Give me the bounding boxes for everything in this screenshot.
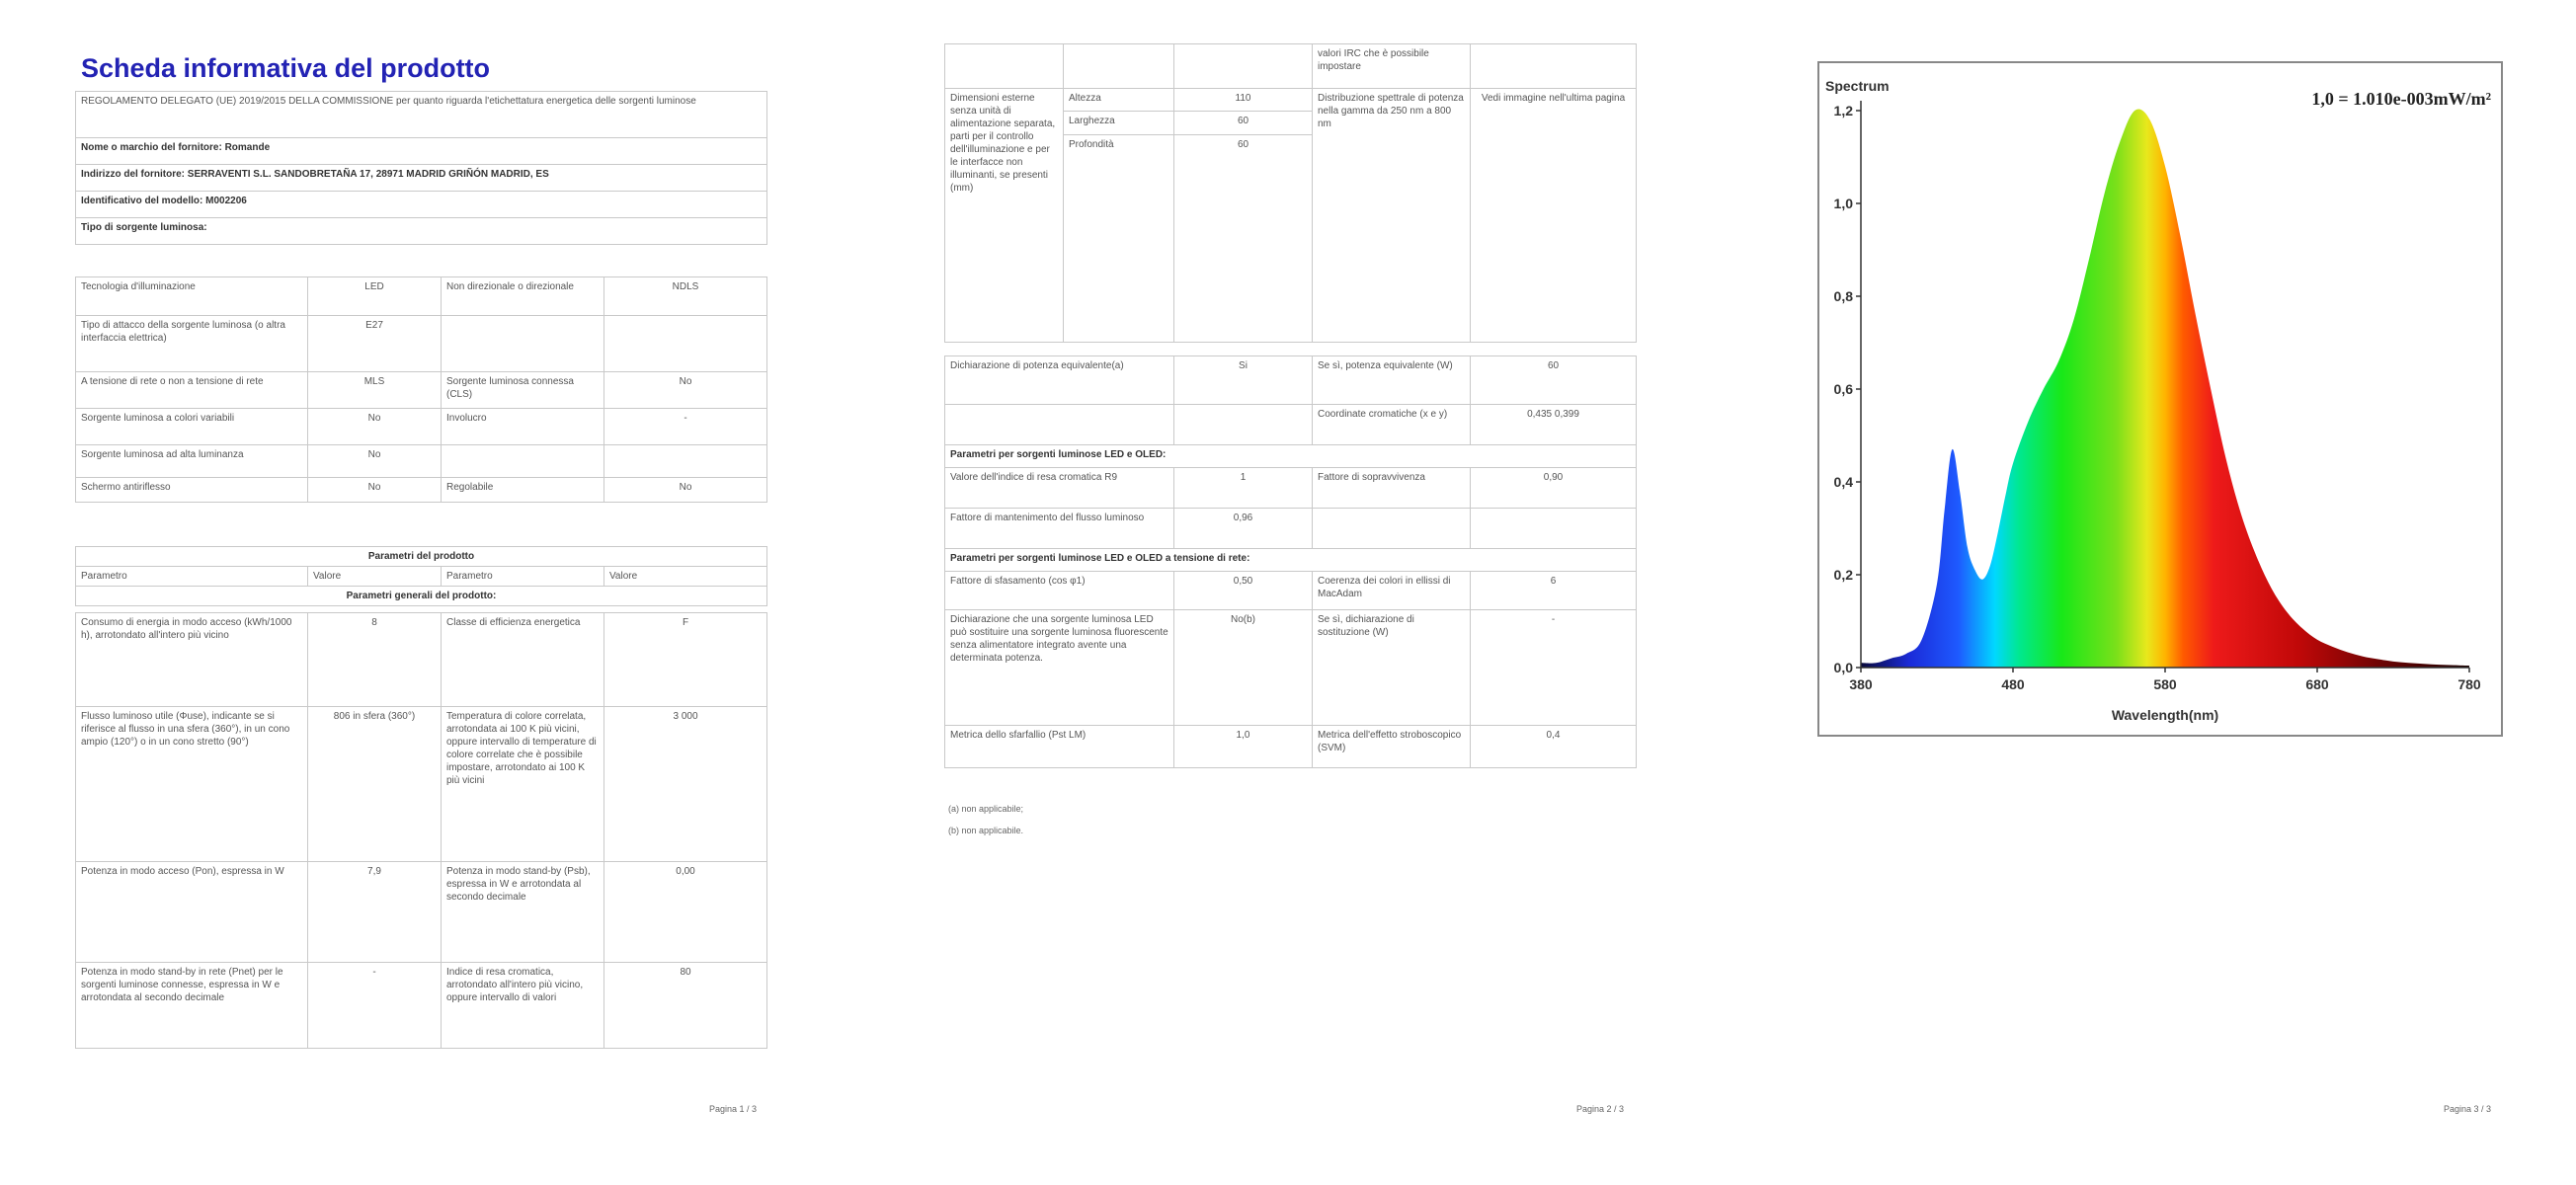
parameter-label: Fattore di sfasamento (cos φ1) <box>945 572 1174 610</box>
parameter-label: Consumo di energia in modo acceso (kWh/1000 h), arrotondato all'intero più vicino <box>76 613 308 707</box>
dim-depth-value: 60 <box>1174 134 1313 342</box>
table-row <box>76 277 767 316</box>
y-tick-label: 0,8 <box>1833 288 1853 304</box>
parameter-value: 0,96 <box>1174 509 1313 549</box>
empty-cell <box>1174 44 1313 89</box>
parameter-label: Dichiarazione che una sorgente luminosa LED può sostituire una sorgente luminosa fluorescente senza alimentatore integrato avente una determinata potenza. <box>945 610 1174 726</box>
table-row <box>76 613 767 707</box>
parameter-value: F <box>604 613 767 707</box>
table-row <box>76 316 767 372</box>
y-tick-label: 0,0 <box>1833 660 1853 675</box>
supplier-info-table <box>75 91 767 245</box>
parameter-value: No <box>308 445 442 478</box>
parameter-value: 60 <box>1471 356 1637 405</box>
spectrum-area <box>1861 109 2469 668</box>
x-tick-label: 580 <box>2153 676 2177 692</box>
parameter-value: NDLS <box>604 277 767 316</box>
spectral-distribution-value: Vedi immagine nell'ultima pagina <box>1471 89 1637 343</box>
regulation-text: REGOLAMENTO DELEGATO (UE) 2019/2015 DELLA COMMISSIONE per quanto riguarda l'etichettatura energetica delle sorgenti luminose <box>76 92 767 138</box>
y-axis-label: Spectrum <box>1825 78 1890 94</box>
product-params-header: Parametri del prodotto <box>76 547 767 567</box>
parameter-value: 3 000 <box>604 707 767 862</box>
parameter-value: 6 <box>1471 572 1637 610</box>
spectrum-chart-svg <box>1819 63 2501 735</box>
parameter-value: 80 <box>604 963 767 1049</box>
parameter-value <box>1174 405 1313 445</box>
y-tick-label: 0,4 <box>1833 474 1853 490</box>
parameter-label: Se sì, potenza equivalente (W) <box>1313 356 1471 405</box>
parameter-label: Fattore di sopravvivenza <box>1313 468 1471 509</box>
parameter-label <box>1313 509 1471 549</box>
table-row <box>945 610 1637 726</box>
parameter-value: 0,00 <box>604 862 767 963</box>
parameter-label: Sorgente luminosa ad alta luminanza <box>76 445 308 478</box>
parameter-label: Metrica dello sfarfallio (Pst LM) <box>945 726 1174 768</box>
document-page-1 <box>75 0 766 1136</box>
parameter-label: Classe di efficienza energetica <box>442 613 604 707</box>
parameter-value: E27 <box>308 316 442 372</box>
parameter-label: Dichiarazione di potenza equivalente(a) <box>945 356 1174 405</box>
parameter-label: Schermo antiriflesso <box>76 478 308 503</box>
table-row <box>945 468 1637 509</box>
spectral-distribution-label: Distribuzione spettrale di potenza nella gamma da 250 nm a 800 nm <box>1313 89 1471 343</box>
parameter-value: 0,50 <box>1174 572 1313 610</box>
parameter-label: Potenza in modo acceso (Pon), espressa in W <box>76 862 308 963</box>
x-tick-label: 380 <box>1849 676 1873 692</box>
parameter-value: - <box>308 963 442 1049</box>
parameter-value: No <box>308 478 442 503</box>
table-row <box>76 707 767 862</box>
parameter-value: 0,4 <box>1471 726 1637 768</box>
y-tick-label: 1,2 <box>1833 103 1853 118</box>
parameter-value: 1 <box>1174 468 1313 509</box>
column-header-param: Parametro <box>442 567 604 587</box>
parameter-value: 0,90 <box>1471 468 1637 509</box>
table-row <box>945 572 1637 610</box>
cri-range-note: valori IRC che è possibile impostare <box>1313 44 1471 89</box>
parameter-label: Flusso luminoso utile (Φuse), indicante se si riferisce al flusso in una sfera (360°), in un cono ampio (120°) o in un cono stretto (90°) <box>76 707 308 862</box>
parameter-label <box>442 445 604 478</box>
parameter-value <box>604 445 767 478</box>
table-row <box>945 445 1637 468</box>
x-tick-label: 780 <box>2457 676 2481 692</box>
parameter-value: - <box>1471 610 1637 726</box>
table-row <box>945 356 1637 405</box>
section-header-led: Parametri per sorgenti luminose LED e OLED: <box>945 445 1637 468</box>
parameter-label: Sorgente luminosa connessa (CLS) <box>442 372 604 409</box>
page-footer: Pagina 1 / 3 <box>709 1104 758 1114</box>
dimensions-table <box>944 43 1637 343</box>
parameter-value: 7,9 <box>308 862 442 963</box>
table-row <box>945 726 1637 768</box>
parameter-value <box>1471 509 1637 549</box>
parameter-label: Potenza in modo stand-by in rete (Pnet) per le sorgenti luminose connesse, espressa in W e arrotondata al secondo decimale <box>76 963 308 1049</box>
spectrum-chart <box>1817 61 2503 737</box>
parameter-label: Coerenza dei colori in ellissi di MacAdam <box>1313 572 1471 610</box>
parameter-value: - <box>604 409 767 445</box>
table-row <box>76 862 767 963</box>
parameter-label: Coordinate cromatiche (x e y) <box>1313 405 1471 445</box>
parameter-label: Temperatura di colore correlata, arrotondata ai 100 K più vicini, oppure intervallo di temperature di colore correlate che è possibile impostare, arrotondato ai 100 K più vicini <box>442 707 604 862</box>
parameter-label: Involucro <box>442 409 604 445</box>
page-footer: Pagina 3 / 3 <box>2444 1104 2492 1114</box>
parameter-label: A tensione di rete o non a tensione di rete <box>76 372 308 409</box>
general-params-header: Parametri generali del prodotto: <box>76 587 767 606</box>
parameter-value: 0,435 0,399 <box>1471 405 1637 445</box>
dimensions-label: Dimensioni esterne senza unità di alimentazione separata, parti per il controllo dell'illuminazione e per le interfacce non illuminanti, se presenti (mm) <box>945 89 1064 343</box>
light-source-table <box>75 276 767 503</box>
parameter-value: No <box>308 409 442 445</box>
light-source-type-header: Tipo di sorgente luminosa: <box>76 218 767 245</box>
table-row <box>76 372 767 409</box>
y-tick-label: 0,2 <box>1833 567 1853 583</box>
empty-cell <box>1064 44 1174 89</box>
column-header-param: Parametro <box>76 567 308 587</box>
parameter-value: 1,0 <box>1174 726 1313 768</box>
parameter-label: Tecnologia d'illuminazione <box>76 277 308 316</box>
x-axis-label: Wavelength(nm) <box>2111 707 2219 723</box>
footnote-b: (b) non applicabile. <box>948 826 1024 835</box>
dim-depth-label: Profondità <box>1064 134 1174 342</box>
plot-area <box>1861 109 2469 668</box>
document-page-2 <box>938 0 1640 1136</box>
table-row <box>945 509 1637 549</box>
page-title: Scheda informativa del prodotto <box>81 53 491 83</box>
parameter-value: Si <box>1174 356 1313 405</box>
table-row <box>76 445 767 478</box>
table-row <box>945 549 1637 572</box>
parameter-value: MLS <box>308 372 442 409</box>
parameter-label: Se sì, dichiarazione di sostituzione (W) <box>1313 610 1471 726</box>
x-tick-label: 680 <box>2305 676 2329 692</box>
parameter-label: Tipo di attacco della sorgente luminosa (o altra interfaccia elettrica) <box>76 316 308 372</box>
page-footer: Pagina 2 / 3 <box>1576 1104 1625 1114</box>
supplier-name: Nome o marchio del fornitore: Romande <box>76 138 767 165</box>
parameter-label: Regolabile <box>442 478 604 503</box>
dim-width-value: 60 <box>1174 112 1313 134</box>
parameter-value: 8 <box>308 613 442 707</box>
parameter-label: Potenza in modo stand-by (Psb), espressa in W e arrotondata al secondo decimale <box>442 862 604 963</box>
empty-cell <box>945 44 1064 89</box>
parameter-label: Valore dell'indice di resa cromatica R9 <box>945 468 1174 509</box>
parameter-label: Indice di resa cromatica, arrotondato all'intero più vicino, oppure intervallo di valori <box>442 963 604 1049</box>
supplier-address: Indirizzo del fornitore: SERRAVENTI S.L. SANDOBRETAÑA 17, 28971 MADRID GRIÑÓN MADRID, ES <box>76 165 767 192</box>
parameter-label: Metrica dell'effetto stroboscopico (SVM) <box>1313 726 1471 768</box>
dim-width-label: Larghezza <box>1064 112 1174 134</box>
chart-formula: 1,0 = 1.010e-003mW/m² <box>2311 89 2491 109</box>
dim-height-label: Altezza <box>1064 89 1174 112</box>
parameter-value <box>604 316 767 372</box>
parameter-value: No <box>604 478 767 503</box>
table-row <box>76 409 767 445</box>
y-tick-label: 1,0 <box>1833 196 1853 211</box>
footnote-a: (a) non applicabile; <box>948 804 1024 814</box>
section-header-mains: Parametri per sorgenti luminose LED e OLED a tensione di rete: <box>945 549 1637 572</box>
parameter-label <box>945 405 1174 445</box>
table-row <box>76 478 767 503</box>
parameter-label <box>442 316 604 372</box>
empty-cell <box>1471 44 1637 89</box>
led-params-table <box>944 356 1637 768</box>
column-header-value: Valore <box>308 567 442 587</box>
product-params-header-table <box>75 546 767 606</box>
parameter-label: Non direzionale o direzionale <box>442 277 604 316</box>
model-identifier: Identificativo del modello: M002206 <box>76 192 767 218</box>
parameter-value: No <box>604 372 767 409</box>
table-row <box>76 963 767 1049</box>
general-params-table <box>75 612 767 1049</box>
dim-height-value: 110 <box>1174 89 1313 112</box>
document-page-3 <box>1808 0 2519 1136</box>
y-tick-label: 0,6 <box>1833 381 1853 397</box>
parameter-label: Fattore di mantenimento del flusso luminoso <box>945 509 1174 549</box>
parameter-value: LED <box>308 277 442 316</box>
parameter-label: Sorgente luminosa a colori variabili <box>76 409 308 445</box>
column-header-value: Valore <box>604 567 767 587</box>
parameter-value: No(b) <box>1174 610 1313 726</box>
x-tick-label: 480 <box>2001 676 2025 692</box>
parameter-value: 806 in sfera (360°) <box>308 707 442 862</box>
table-row <box>945 405 1637 445</box>
